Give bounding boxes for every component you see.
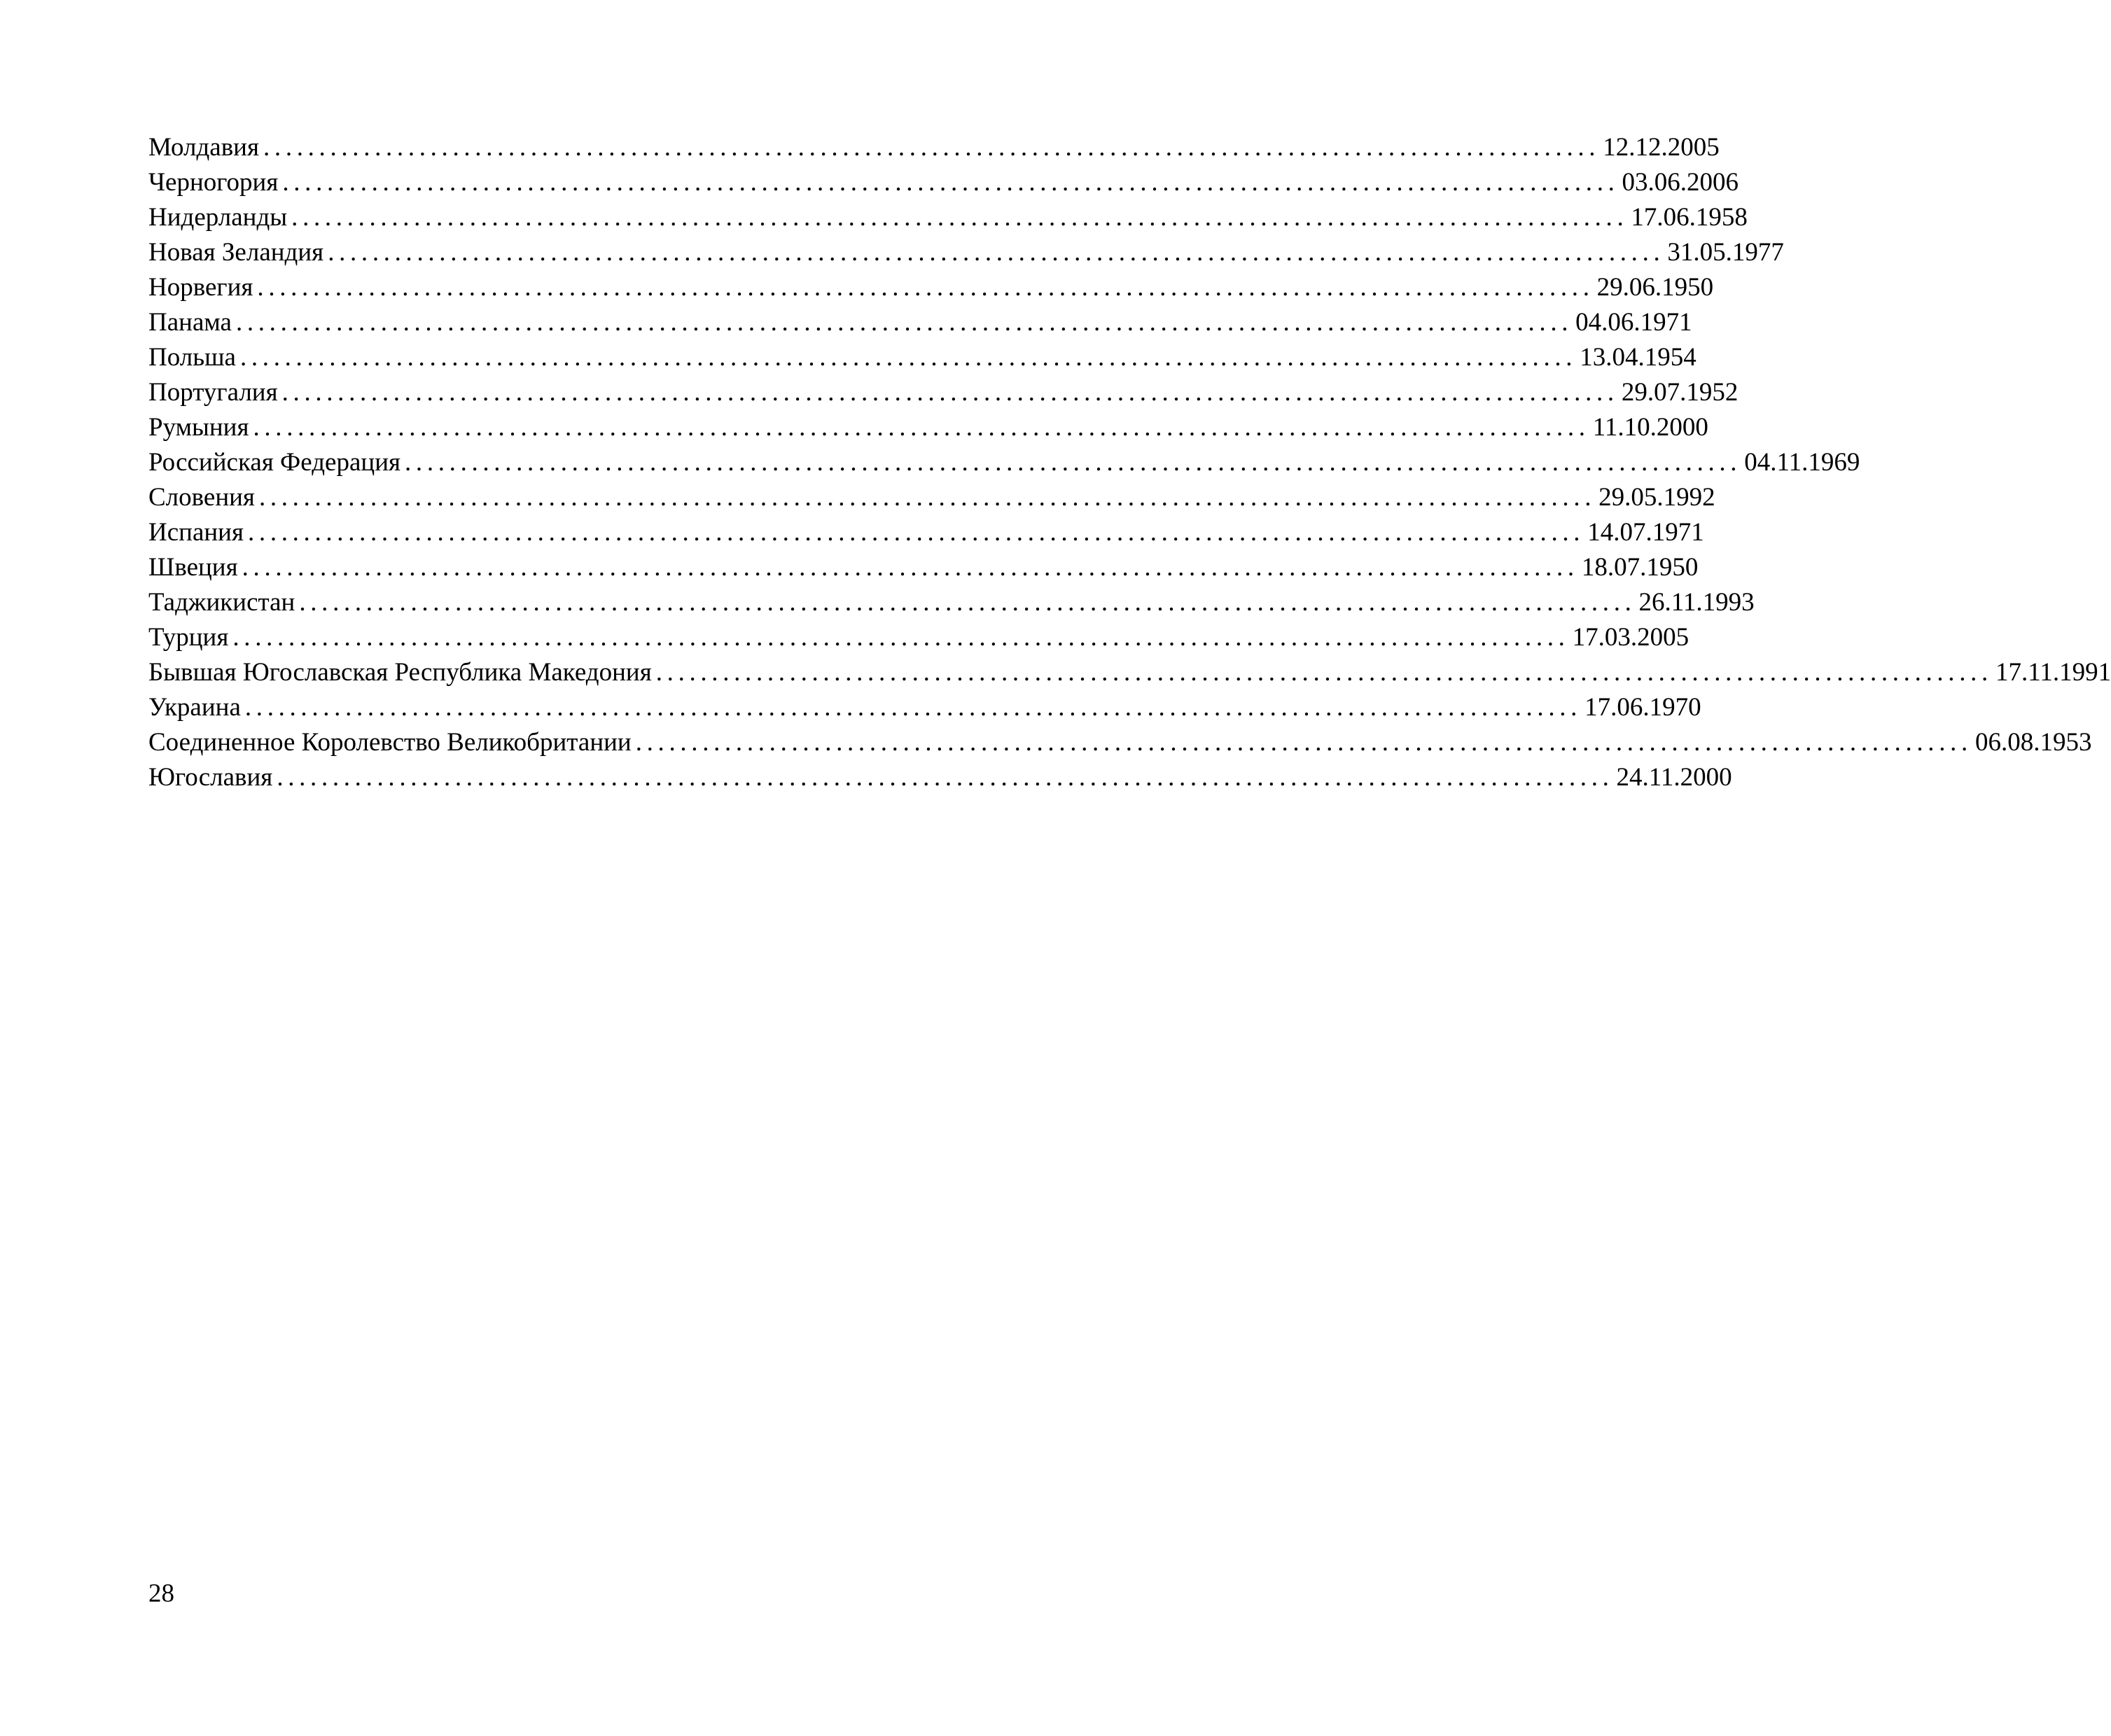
country-name: Швеция: [148, 553, 238, 582]
country-name: Испания: [148, 518, 244, 547]
dot-leader: ........................................................................................................................: [299, 588, 1636, 617]
dot-leader: ........................................................................................................................: [258, 483, 1596, 512]
dot-leader: ........................................................................................................................: [232, 623, 1570, 652]
list-item: [148, 305, 1692, 340]
list-item: [148, 550, 1699, 585]
entry-date: 31.05.1977: [1667, 238, 1784, 267]
country-name: Новая Зеландия: [148, 238, 324, 267]
entry-date: 12.12.2005: [1603, 133, 1720, 162]
list-item: [148, 200, 1748, 235]
list-item: [148, 340, 1697, 375]
list-item: [148, 130, 1720, 165]
dot-leader: ........................................................................................................................: [248, 518, 1585, 547]
dot-leader: ........................................................................................................................: [244, 693, 1582, 722]
entry-date: 17.03.2005: [1572, 623, 1690, 652]
entry-date: 04.11.1969: [1744, 448, 1860, 477]
dot-leader: ........................................................................................................................: [405, 448, 1742, 477]
country-name: Бывшая Югославская Республика Македония: [148, 658, 652, 687]
country-name: Румыния: [148, 413, 249, 442]
entry-date: 17.06.1958: [1631, 203, 1748, 232]
country-name: Турция: [148, 623, 229, 652]
dot-leader: ........................................................................................................................: [235, 308, 1573, 337]
entry-date: 13.04.1954: [1580, 343, 1697, 372]
dot-leader: ........................................................................................................................: [291, 203, 1629, 232]
dot-leader: ........................................................................................................................: [253, 413, 1590, 442]
country-name: Российская Федерация: [148, 448, 401, 477]
list-item: [148, 515, 1704, 550]
list-item: [148, 375, 1739, 410]
list-item: [148, 165, 1739, 200]
country-name: Соединенное Королевство Великобритании: [148, 728, 632, 757]
list-item: [148, 655, 2111, 690]
list-item: [148, 410, 1708, 445]
dot-leader: ........................................................................................................................: [635, 728, 1972, 757]
list-item: [148, 620, 1690, 655]
dot-leader: ........................................................................................................................: [239, 343, 1577, 372]
country-date-list: [148, 130, 2111, 795]
list-item: [148, 270, 1714, 305]
entry-date: 26.11.1993: [1638, 588, 1755, 617]
dot-leader: ........................................................................................................................: [655, 658, 1993, 687]
dot-leader: ........................................................................................................................: [328, 238, 1665, 267]
dot-leader: ........................................................................................................................: [281, 378, 1619, 407]
country-name: Португалия: [148, 378, 278, 407]
country-name: Таджикистан: [148, 588, 295, 617]
entry-date: 04.06.1971: [1575, 308, 1692, 337]
list-item: [148, 585, 1755, 620]
country-name: Нидерланды: [148, 203, 288, 232]
country-name: Украина: [148, 693, 241, 722]
entry-date: 06.08.1953: [1974, 728, 2092, 757]
dot-leader: ........................................................................................................................: [242, 553, 1579, 582]
dot-leader: ........................................................................................................................: [277, 763, 1614, 792]
country-name: Югославия: [148, 763, 273, 792]
list-item: [148, 690, 1701, 725]
list-item: [148, 235, 1784, 270]
entry-date: 29.05.1992: [1598, 483, 1715, 512]
entry-date: 14.07.1971: [1587, 518, 1704, 547]
country-name: Польша: [148, 343, 236, 372]
country-name: Панама: [148, 308, 232, 337]
list-item: [148, 445, 1860, 480]
country-name: Словения: [148, 483, 255, 512]
country-name: Молдавия: [148, 133, 259, 162]
list-item: [148, 725, 2092, 760]
entry-date: 17.06.1970: [1584, 693, 1701, 722]
dot-leader: ........................................................................................................................: [263, 133, 1601, 162]
entry-date: 18.07.1950: [1581, 553, 1699, 582]
list-item: [148, 760, 1732, 795]
page-number: 28: [148, 1579, 174, 1608]
entry-date: 17.11.1991: [1995, 658, 2111, 687]
dot-leader: ........................................................................................................................: [282, 168, 1619, 197]
list-item: [148, 480, 1715, 515]
entry-date: 24.11.2000: [1616, 763, 1732, 792]
entry-date: 03.06.2006: [1622, 168, 1739, 197]
country-name: Норвегия: [148, 273, 253, 302]
entry-date: 11.10.2000: [1592, 413, 1708, 442]
dot-leader: ........................................................................................................................: [257, 273, 1594, 302]
country-name: Черногория: [148, 168, 279, 197]
entry-date: 29.06.1950: [1596, 273, 1714, 302]
entry-date: 29.07.1952: [1621, 378, 1739, 407]
